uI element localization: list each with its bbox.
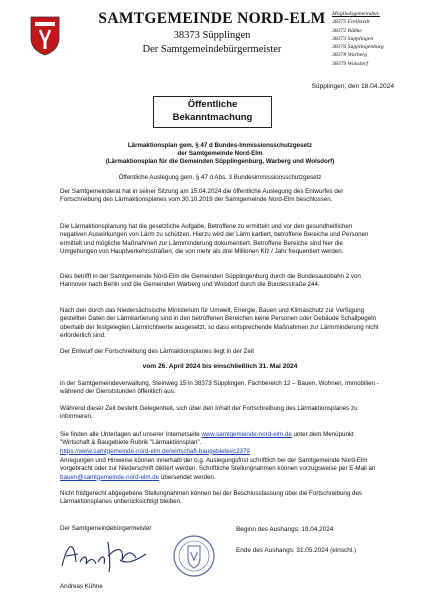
paragraph-resolution: Der Samtgemeinderat hat in seiner Sitzung am 15.04.2024 die öffentliche Auslegung des Entwurfes der Fortschreibung des Lärmaktionsplanes vom 30.10.2019 der Samtgemeinde Nord-Elm beschlossen. [60,188,344,204]
member-item: 38376 Süpplingenburg [332,44,384,51]
paragraph-deadline: Nicht fristgerecht abgegebene Stellungnahmen können bei der Beschlussfassung über die Fortschreibung des Lärmaktionsplanes unberücksichtigt bleiben. [60,490,363,506]
member-item: 38379 Wolsdorf [332,60,368,67]
plan-page-link[interactable]: https://www.samtgemeinde-nord-elm.de/wirtschaft-baugebiete#c2379 [60,447,250,455]
postal-line: 38373 Süpplingen [173,30,251,41]
member-municipalities [332,10,424,68]
official-seal [172,534,216,578]
member-item: 38373 Süpplingen [332,35,374,42]
website-link[interactable]: www.samtgemeinde-nord-elm.de [201,431,292,438]
notice-box [153,96,272,128]
notice-title-line2: Bekanntmachung [172,111,253,123]
subject-heading [60,142,380,167]
paragraph-information: Während dieser Zeit besteht Gelegenheit, sich über den Inhalt der Fortschreibung des Lärmaktionsplanes zu informieren. [60,405,358,421]
office-line: Der Samtgemeindebürgermeister [142,44,282,55]
member-item: 38378 Warberg [332,52,368,59]
posting-begin: Beginn des Aushangs: 19.04.2024 [236,526,334,533]
member-item: 38375 Frellstedt [332,19,370,26]
date-line: Süpplingen, den 18.04.2024 [311,83,394,90]
paragraph-purpose: Die Lärmaktionsplanung hat die gesetzliche Aufgabe, Betroffene zu ermitteln und vor den gesundheitlichen negativen Auswirkungen von Lärm zu schützen. Hierzu wird der Lärm kartiert, betroffene Bereiche und Personen ermittelt und mögliche Maßnahmen zur Lärmminderung dokumentiert. Betroffene Bereiche sind hier die Umgebungen von Hauptverkehrsstraßen, die von mehr als drei Millionen Kfz / Jahr frequentiert werden. [60,223,369,255]
documents-text-a: Sie finden alle Unterlagen auf unserer Internetseite [60,431,202,438]
paragraph-comments [60,457,380,482]
subject-line2: der Samtgemeinde Nord-Elm [177,150,263,158]
signature-label: Der Samtgemeindebürgermeister [60,525,152,532]
paragraph-affected: Dies betrifft in der Samtgemeinde Nord-Elm die Gemeinden Süpplingenburg durch die Bundesautobahn 2 von Hannover nach Berlin und die Gemeinden Warberg und Wolsdorf durch die Bundesstraße 244. [60,273,361,289]
paragraph-draft: Der Entwurf der Fortschreibung des Lärmaktionsplanes liegt in der Zeit [60,348,254,355]
members-heading: Mitgliedsgemeinden: [332,11,381,17]
municipality-title: SAMTGEMEINDE NORD-ELM [98,10,326,27]
comments-text-b: übersendet werden. [159,473,216,481]
comments-text-a: Anregungen und Hinweise können innerhalb der o.g. Auslegungsfrist schriftlich bei der Samtgemeinde Nord-Elm vorgebracht oder zur Niederschrift diktiert werden. Schriftliche Stellungnahmen können vorzugsweise per E-Mail an [60,457,376,473]
signature-name: Andreas Kühne [60,583,103,590]
handwritten-signature [60,532,150,578]
member-item: 38372 Räbke [332,27,362,34]
subject-line1: Lärmaktionsplan gem. § 47 d Bundes-Immissionsschutzgesetz [127,142,313,149]
subject-line4: Öffentliche Auslegung gem. § 47 d Abs. 3 Bundesimmissionsschutzgesetz [118,174,322,181]
posting-end: Ende des Aushangs: 31.05.2024 (einschl.) [236,547,357,554]
paragraph-documents [60,431,380,456]
paragraph-location: in der Samtgemeindeverwaltung, Steinweg 15 in 38373 Süpplingen, Fachbereich 12 – Bauen, Wohnen, Immobilien - während der Dienststunden öffentlich aus. [60,380,379,396]
paragraph-noise-data: Nach den durch das Niedersächsische Ministerium für Umwelt, Energie, Bauen und Klimaschutz zur Verfügung gestellten Daten der Lärmkartierung sind in den betroffenen Bereichen keine Personen oder Gebäude Schallpegeln oberhalb der festgelegten Lärmrichtwerte ausgesetzt, so dass entsprechende Maßnahmen zur Lärmminderung nicht erforderlich sind. [60,307,379,339]
subject-line3: (Lärmaktionsplan für die Gemeinden Süpplingenburg, Warberg und Wolsdorf) [105,158,335,166]
documents-text-b: unter dem Menüpunkt "Wirtschaft & Baugebiete Rubrik "Lärmaktionsplan". [60,431,354,447]
email-link[interactable]: bauen@samtgemeinde-nord-elm.de [60,473,160,481]
display-period: vom 26. April 2024 bis einschließlich 31. Mai 2024 [142,363,298,370]
notice-title-line1: Öffentliche [187,99,238,110]
